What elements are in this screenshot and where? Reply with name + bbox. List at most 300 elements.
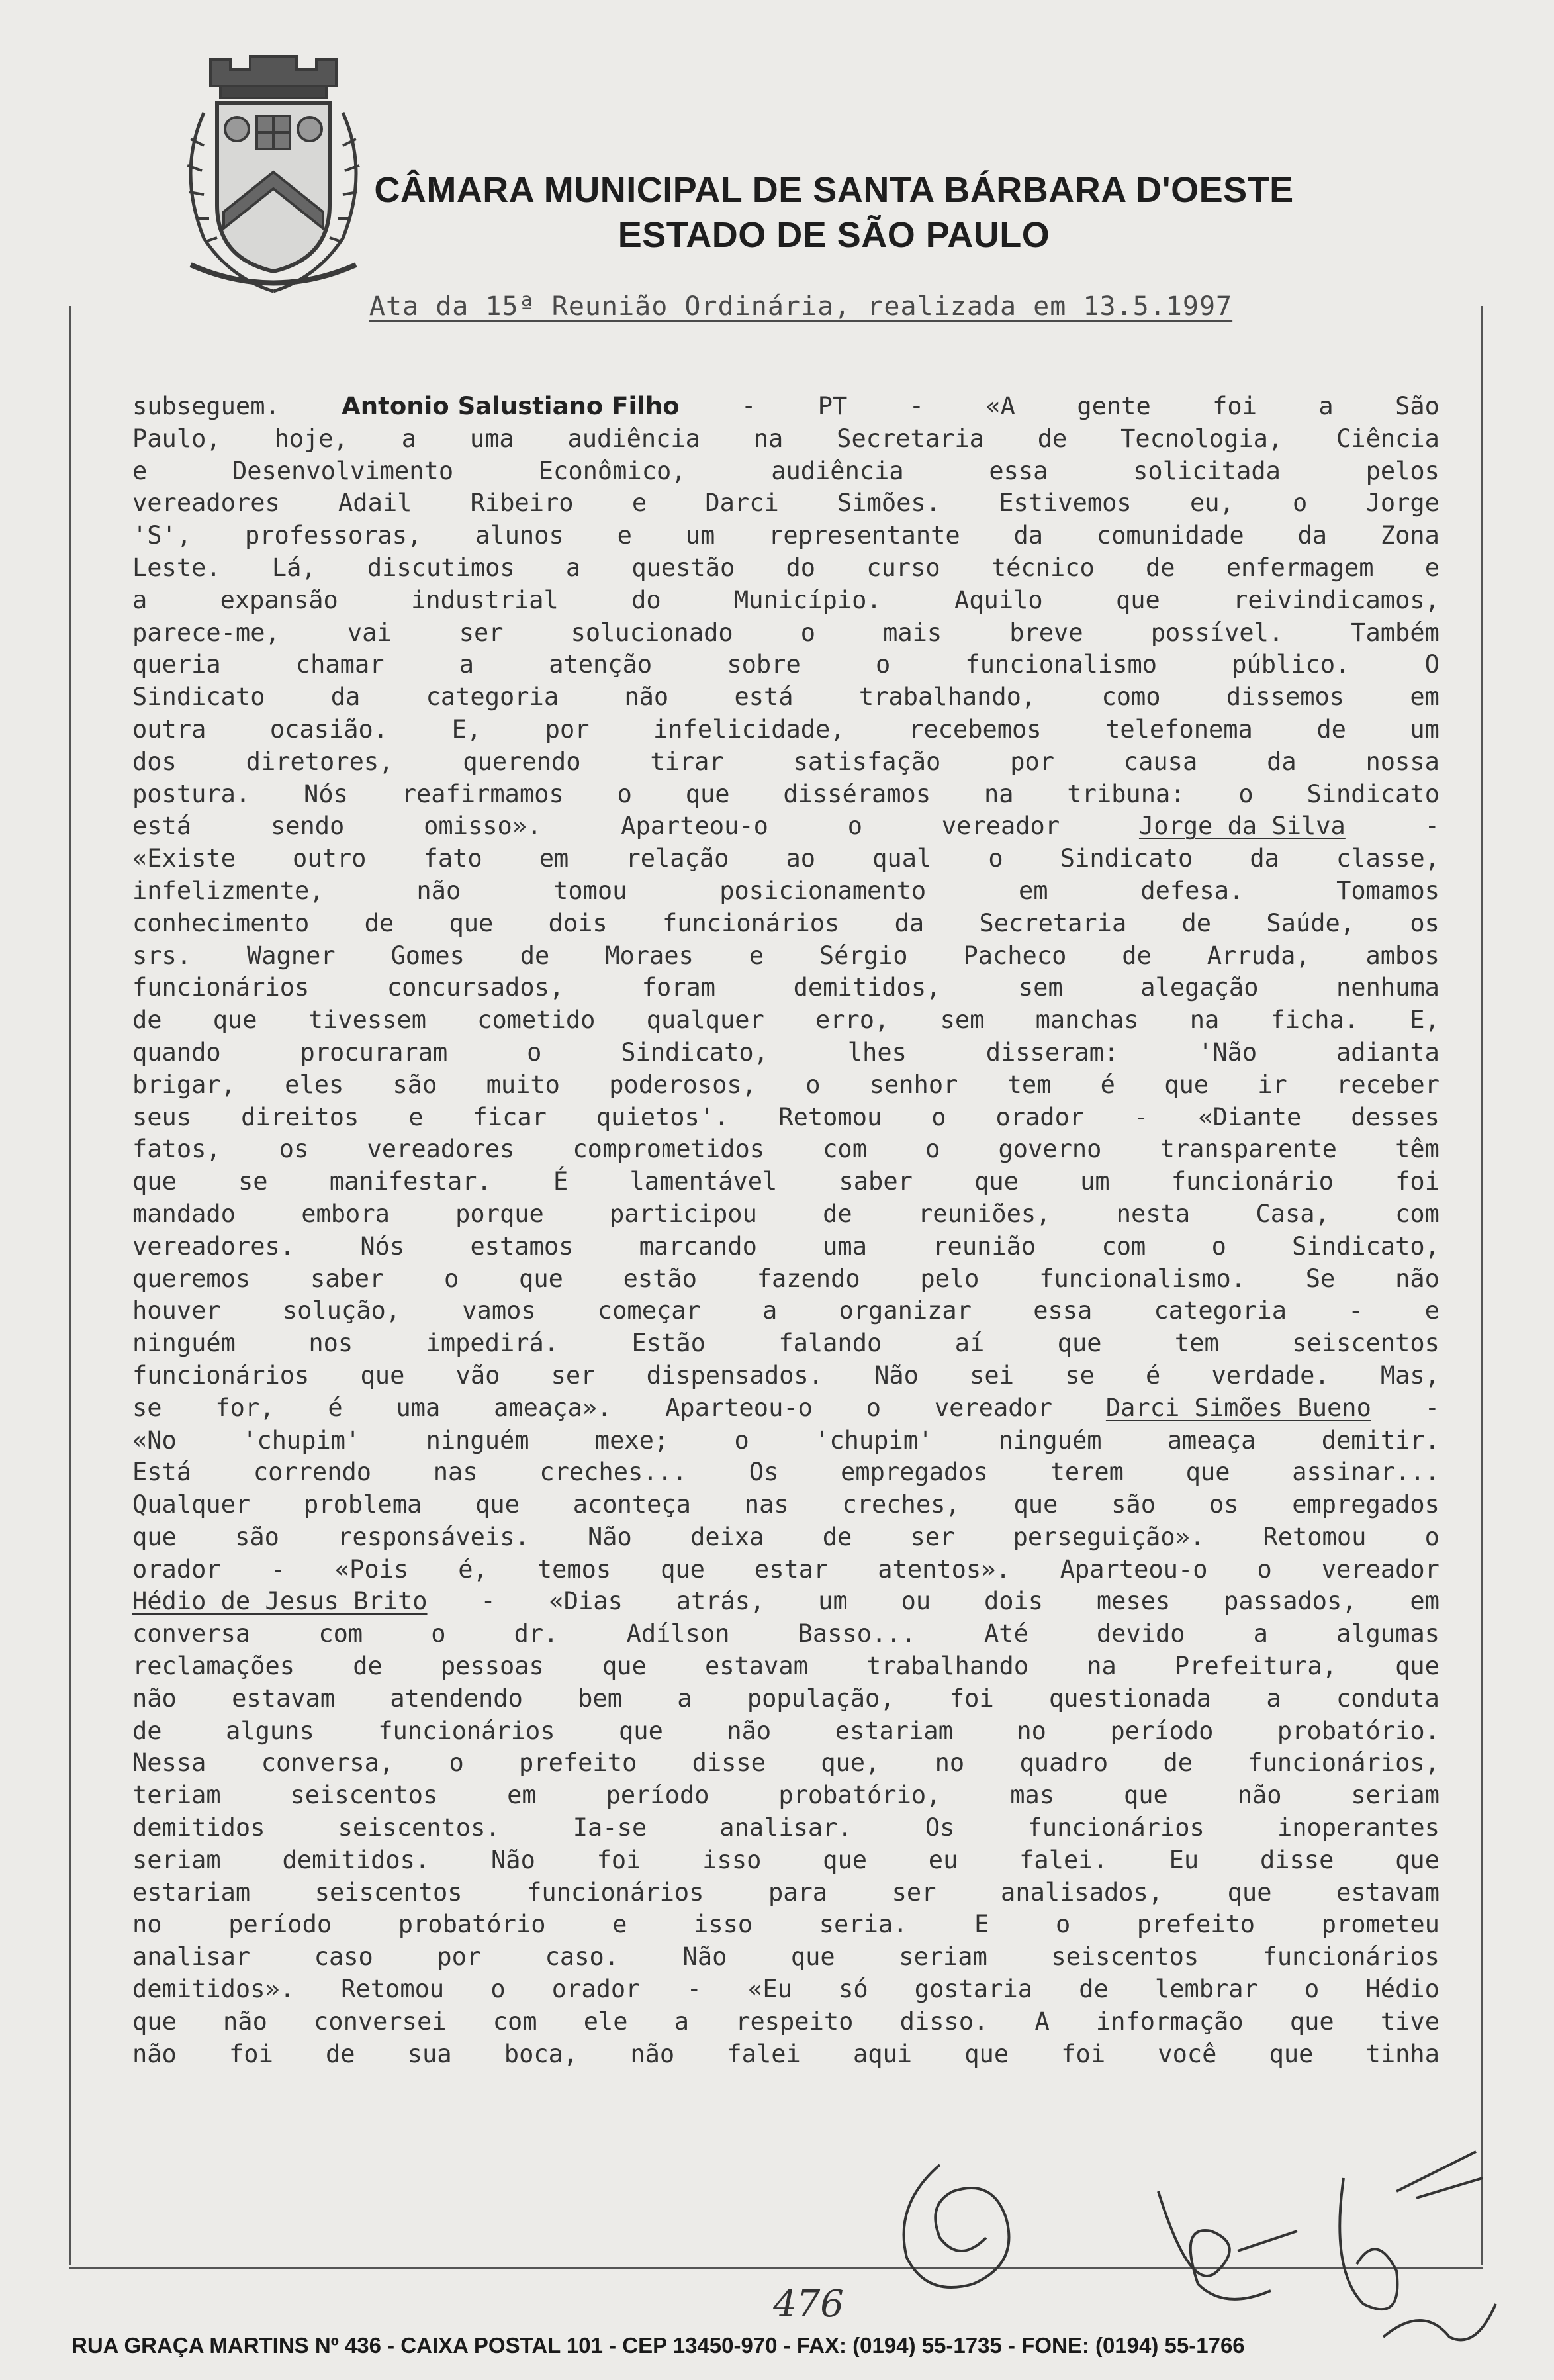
word: de <box>1316 714 1346 743</box>
text-line <box>132 1877 1440 1909</box>
word: «No <box>132 1425 177 1454</box>
word: e <box>631 489 647 518</box>
word: ocasião. <box>269 714 388 743</box>
councilor-name: Jorge da Silva <box>1138 812 1346 841</box>
word: vereador <box>934 1393 1053 1422</box>
word: «Pois <box>334 1554 409 1584</box>
word: mais <box>883 618 942 647</box>
word: solução, <box>282 1296 401 1325</box>
word: de <box>1079 1975 1109 2004</box>
word: Os <box>749 1458 779 1487</box>
word: são <box>1111 1490 1156 1519</box>
text-line <box>132 1650 1440 1683</box>
word: queremos <box>132 1264 251 1293</box>
word: não <box>223 2007 267 2036</box>
word: recebemos <box>909 714 1042 743</box>
word: devido <box>1096 1619 1185 1648</box>
word: Nós <box>360 1231 405 1261</box>
word: na <box>1087 1652 1117 1681</box>
word: de <box>364 908 394 937</box>
word: estavam <box>704 1652 808 1681</box>
word: reclamações <box>132 1652 295 1681</box>
word: tive <box>1380 2007 1440 2036</box>
word: público. <box>1232 650 1350 679</box>
word: Hédio <box>1365 1975 1440 2004</box>
word: e <box>617 521 632 550</box>
word: de <box>353 1652 383 1681</box>
word: caso. <box>545 1942 619 1972</box>
word: Aparteou-o <box>665 1393 813 1422</box>
text-line <box>132 1198 1440 1231</box>
word: a <box>1266 1684 1281 1713</box>
word: e <box>408 1102 424 1131</box>
word: aqui <box>852 2039 913 2068</box>
word: funcionários <box>132 1360 310 1390</box>
word: seriam <box>1351 1781 1440 1810</box>
word: E, <box>451 714 482 743</box>
word: - <box>1424 812 1440 841</box>
word: o <box>734 1425 749 1454</box>
word: no <box>935 1748 965 1778</box>
word: foi <box>596 1845 641 1874</box>
text-line <box>132 681 1440 714</box>
word: Prefeitura, <box>1174 1652 1337 1681</box>
word: e <box>749 941 764 970</box>
word: demitidos. <box>282 1845 430 1874</box>
word: para <box>768 1878 828 1907</box>
word: 'S', <box>132 521 192 550</box>
word: funcionários <box>1262 1942 1440 1972</box>
word: vai <box>347 618 392 647</box>
word: falando <box>778 1329 882 1358</box>
state-name: ESTADO DE SÃO PAULO <box>617 215 1050 255</box>
word: A <box>1034 2007 1050 2036</box>
word: de <box>822 1522 852 1551</box>
word: que <box>1115 585 1160 614</box>
text-line <box>132 1456 1440 1489</box>
word: da <box>894 908 925 937</box>
word: nesta <box>1116 1199 1191 1228</box>
word: vão <box>455 1360 500 1390</box>
word: que <box>360 1360 405 1390</box>
word: estavam <box>1336 1878 1440 1907</box>
word: que <box>1057 1329 1102 1358</box>
text-line <box>132 940 1440 973</box>
word: na <box>1189 1006 1220 1035</box>
word: que <box>1395 1845 1440 1874</box>
word: que <box>1013 1490 1058 1519</box>
word: de <box>1145 553 1175 582</box>
word: seiscentos. <box>338 1813 500 1842</box>
word: e <box>1424 1296 1440 1325</box>
word: uma <box>823 1231 867 1261</box>
text-line <box>132 1747 1440 1780</box>
text-line <box>132 520 1440 552</box>
word: bem <box>578 1684 622 1713</box>
word: verdade. <box>1211 1360 1330 1390</box>
word: «Dias <box>549 1587 623 1616</box>
word: nos <box>308 1329 353 1358</box>
word: ninguém <box>132 1329 236 1358</box>
word: em <box>1018 876 1048 905</box>
word: correndo <box>253 1458 372 1487</box>
word: é <box>328 1393 343 1422</box>
text-line <box>132 1425 1440 1457</box>
word: da <box>330 683 361 712</box>
word: Zona <box>1380 521 1440 550</box>
word: em <box>1410 683 1440 712</box>
word: saber <box>839 1167 913 1196</box>
word: passados, <box>1224 1587 1357 1616</box>
word: estavam <box>232 1684 336 1713</box>
word: seiscentos <box>314 1878 463 1907</box>
word: tivessem <box>308 1006 426 1035</box>
word: impedirá. <box>426 1329 559 1358</box>
word: posicionamento <box>719 876 927 905</box>
word: cometido <box>477 1006 596 1035</box>
word: mexe; <box>594 1425 669 1454</box>
word: o <box>444 1264 459 1293</box>
word: que <box>1123 1781 1168 1810</box>
word: teriam <box>132 1781 221 1810</box>
word: «Eu <box>748 1975 792 2004</box>
text-line <box>132 423 1440 455</box>
word: dois <box>548 908 608 937</box>
word: no <box>132 1910 162 1939</box>
word: Sindicato <box>1306 779 1440 808</box>
word: disséramos <box>783 779 931 808</box>
word: analisar <box>132 1942 251 1972</box>
word: brigar, <box>132 1070 236 1099</box>
footer-address: RUA GRAÇA MARTINS Nº 436 - CAIXA POSTAL 101 - CEP 13450-970 - FAX: (0194) 55-1735 - FONE: (0194) 55-1766 <box>71 2333 1245 2357</box>
word: o <box>449 1748 464 1778</box>
word: o <box>875 650 891 679</box>
word: que <box>602 1652 647 1681</box>
councilor-name: Hédio de Jesus Brito <box>132 1587 428 1616</box>
word: disse <box>692 1748 766 1778</box>
word: conduta <box>1336 1684 1440 1713</box>
word: tem <box>1174 1329 1219 1358</box>
municipal-coat-of-arms-icon <box>164 40 383 301</box>
word: demitir. <box>1321 1425 1440 1454</box>
word: deixa <box>690 1522 764 1551</box>
word: Ia-se <box>572 1813 647 1842</box>
word: srs. <box>132 941 192 970</box>
word: Sérgio <box>819 941 908 970</box>
word: conhecimento <box>132 908 310 937</box>
word: o <box>1238 779 1254 808</box>
word: o <box>931 1102 946 1131</box>
word: lamentável <box>629 1167 778 1196</box>
word: enfermagem <box>1226 553 1374 582</box>
word: que <box>619 1716 663 1745</box>
word: mandado <box>132 1199 236 1228</box>
word: de <box>823 1199 852 1228</box>
word: Sindicato <box>132 683 265 712</box>
word: «A <box>985 392 1015 420</box>
word: com <box>1101 1231 1146 1261</box>
word: não <box>416 876 461 905</box>
word: sem <box>940 1006 985 1035</box>
word: questionada <box>1049 1684 1212 1713</box>
word: probatório <box>398 1910 546 1939</box>
word: ser <box>551 1360 596 1390</box>
word: outro <box>293 844 367 873</box>
word: está <box>132 812 192 841</box>
word: o <box>866 1393 882 1422</box>
text-line <box>132 1909 1440 1941</box>
word: estar <box>754 1554 829 1584</box>
text-line <box>132 1780 1440 1812</box>
text-line <box>132 1941 1440 1974</box>
word: a <box>674 2007 690 2036</box>
word: sobre <box>727 650 801 679</box>
word: classe, <box>1336 844 1440 873</box>
word: gostaria <box>914 1975 1033 2004</box>
word: Basso... <box>798 1619 916 1648</box>
text-line <box>132 585 1440 617</box>
text-line <box>132 1231 1440 1263</box>
word: audiência <box>771 456 904 485</box>
word: Estivemos <box>999 489 1132 518</box>
text-line <box>132 843 1440 875</box>
text-line <box>132 455 1440 488</box>
word: poderosos, <box>609 1070 756 1099</box>
word: 'chupim' <box>242 1425 361 1454</box>
word: prefeito <box>1136 1910 1256 1939</box>
word: marcando <box>639 1231 757 1261</box>
word: que <box>132 2007 177 2036</box>
word: chamar <box>295 650 385 679</box>
word: tomou <box>553 876 627 905</box>
word: vereadores. <box>132 1231 295 1261</box>
word: Não <box>491 1845 535 1874</box>
text-line <box>132 908 1440 940</box>
word: categoria <box>1154 1296 1287 1325</box>
word: empregados <box>1292 1490 1440 1519</box>
word: atentos». <box>878 1554 1011 1584</box>
word: Nós <box>304 779 348 808</box>
word: ir <box>1257 1070 1287 1099</box>
word: empregados <box>841 1458 988 1487</box>
word: com <box>823 1135 867 1164</box>
word: Gomes <box>390 941 465 970</box>
word: Nessa <box>132 1748 206 1778</box>
word: PT <box>817 392 848 420</box>
councilor-name: Darci Simões Bueno <box>1105 1393 1371 1422</box>
word: professoras, <box>244 521 422 550</box>
text-line <box>132 1586 1440 1618</box>
word: que <box>1395 1652 1440 1681</box>
word: dois <box>983 1587 1044 1616</box>
minutes-subtitle-text: Ata da 15ª Reunião Ordinária, realizada em 13.5.1997 <box>369 291 1233 322</box>
word: com <box>492 2007 537 2036</box>
text-line <box>132 1166 1440 1198</box>
text-line <box>132 391 1440 423</box>
word: expansão <box>220 585 338 614</box>
word: Não <box>874 1360 919 1390</box>
word: o <box>490 1975 506 2004</box>
word: Lá, <box>271 553 316 582</box>
word: demitidos <box>132 1813 265 1842</box>
text-line <box>132 972 1440 1004</box>
word: algumas <box>1336 1619 1440 1648</box>
word: com <box>1395 1199 1440 1228</box>
word: isso <box>702 1845 762 1874</box>
word: Retomou <box>1263 1522 1367 1551</box>
word: por <box>1010 747 1055 776</box>
text-line <box>132 1812 1440 1844</box>
word: postura. <box>132 779 251 808</box>
word: respeito <box>735 2007 854 2036</box>
right-margin-rule <box>1481 306 1483 2265</box>
word: funcionário <box>1171 1167 1334 1196</box>
word: por <box>437 1942 482 1972</box>
word: fato <box>423 844 482 873</box>
handwritten-page-number: 476 <box>773 2283 844 2326</box>
word: outra <box>132 714 206 743</box>
word: Ciência <box>1336 424 1440 453</box>
word: nas <box>433 1458 478 1487</box>
word: da <box>1013 521 1044 550</box>
word: essa <box>1033 1296 1093 1325</box>
word: «Diante <box>1198 1102 1302 1131</box>
word: atendendo <box>390 1684 523 1713</box>
word: que <box>1164 1070 1209 1099</box>
word: satisfação <box>793 747 941 776</box>
word: de <box>132 1006 162 1035</box>
word: e <box>132 456 148 485</box>
word: de <box>1122 941 1152 970</box>
word: Eu <box>1169 1845 1199 1874</box>
word: ou <box>901 1587 931 1616</box>
word: em <box>507 1781 537 1810</box>
word: a <box>401 424 416 453</box>
word: - <box>909 392 924 420</box>
word: reafirmamos <box>401 779 564 808</box>
word: Qualquer <box>132 1490 251 1519</box>
word: foram <box>641 973 716 1002</box>
word: que <box>790 1942 835 1972</box>
word: da <box>1250 844 1279 873</box>
word: por <box>545 714 590 743</box>
word: reuniões, <box>917 1199 1051 1228</box>
word: foi <box>1061 2039 1106 2068</box>
word: o <box>1211 1231 1226 1261</box>
word: funcionários <box>132 973 310 1002</box>
signature-3-icon <box>1317 2138 1509 2357</box>
word: demitidos, <box>793 973 941 1002</box>
word: a <box>1253 1619 1268 1648</box>
word: informação <box>1095 2007 1244 2036</box>
word: manifestar. <box>329 1167 492 1196</box>
word: concursados, <box>387 973 565 1002</box>
word: dr. <box>514 1619 559 1648</box>
word: Retomou <box>778 1102 882 1131</box>
word: período <box>228 1910 332 1939</box>
word: pelo <box>920 1264 980 1293</box>
word: foi <box>1212 392 1257 420</box>
word: Aparteou-o <box>621 812 768 841</box>
word: não <box>1237 1781 1282 1810</box>
word: que <box>685 779 730 808</box>
word: se <box>132 1393 162 1422</box>
word: solicitada <box>1133 456 1281 485</box>
word: inoperantes <box>1277 1813 1440 1842</box>
word: seiscentos <box>1051 1942 1199 1972</box>
word: aconteça <box>572 1490 691 1519</box>
word: começar <box>597 1296 701 1325</box>
word: essa <box>989 456 1048 485</box>
institution-name: CÂMARA MUNICIPAL DE SANTA BÁRBARA D'OESTE <box>374 170 1294 210</box>
word: orador <box>132 1554 221 1584</box>
word: defesa. <box>1140 876 1244 905</box>
word: eles <box>285 1070 344 1099</box>
word: gente <box>1077 392 1151 420</box>
word: demitidos». <box>132 1975 295 2004</box>
text-line <box>132 1844 1440 1877</box>
word: alunos <box>475 521 564 550</box>
word: São <box>1395 392 1440 420</box>
word: Aquilo <box>954 585 1043 614</box>
word: comprometidos <box>572 1135 764 1164</box>
text-line <box>132 1037 1440 1069</box>
text-line <box>132 875 1440 908</box>
word: Secretaria <box>979 908 1127 937</box>
word: E <box>974 1910 989 1939</box>
word: que <box>964 2039 1009 2068</box>
word: audiência <box>567 424 700 453</box>
word: se <box>238 1167 268 1196</box>
word: fatos, <box>132 1135 221 1164</box>
word: vamos <box>462 1296 536 1325</box>
word: Wagner <box>246 941 336 970</box>
word: subseguem. <box>132 392 280 420</box>
word: - <box>480 1587 496 1616</box>
word: estariam <box>132 1878 251 1907</box>
word: dispensados. <box>646 1360 823 1390</box>
word: parece-me, <box>132 618 280 647</box>
word: probatório. <box>1277 1716 1440 1745</box>
word: Não <box>588 1522 632 1551</box>
word: senhor <box>869 1070 958 1099</box>
word: sem <box>1018 973 1063 1002</box>
word: tirar <box>650 747 724 776</box>
word: dissemos <box>1226 683 1345 712</box>
word: sendo <box>270 812 345 841</box>
word: lhes <box>847 1037 907 1067</box>
word: na <box>983 779 1014 808</box>
word: tribuna: <box>1067 779 1185 808</box>
word: governo <box>998 1135 1102 1164</box>
word: do <box>786 553 816 582</box>
word: o <box>800 618 815 647</box>
word: muito <box>486 1070 560 1099</box>
word: na <box>753 424 784 453</box>
word: terem <box>1050 1458 1124 1487</box>
word: for, <box>215 1393 275 1422</box>
text-line <box>132 1554 1440 1586</box>
word: Aparteou-o <box>1060 1554 1208 1584</box>
word: é <box>1100 1070 1115 1099</box>
word: fazendo <box>756 1264 860 1293</box>
word: Moraes <box>605 941 694 970</box>
word: omisso». <box>424 812 542 841</box>
word: não <box>727 1716 772 1745</box>
word: dos <box>132 747 177 776</box>
word: Sindicato, <box>621 1037 768 1067</box>
word: de <box>326 2039 355 2068</box>
